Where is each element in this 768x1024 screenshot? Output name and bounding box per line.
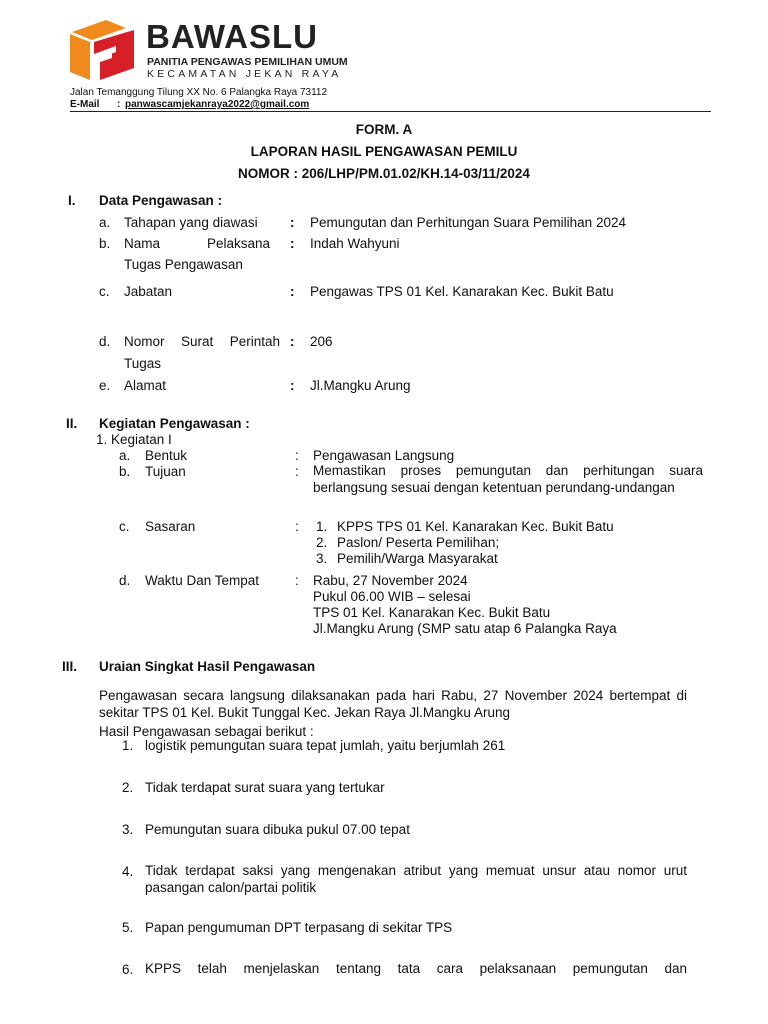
row-colon: :	[295, 448, 299, 463]
section-2-title: Kegiatan Pengawasan :	[99, 416, 250, 431]
list-item: KPPS TPS 01 Kel. Kanarakan Kec. Bukit Batu	[337, 519, 614, 534]
report-number: NOMOR : 206/LHP/PM.01.02/KH.14-03/11/2024	[238, 166, 530, 181]
result-item: Tidak terdapat saksi yang mengenakan atribut yang memuat unsur atau nomor urut pasangan calon/partai politik	[145, 863, 687, 895]
row-label: Sasaran	[145, 519, 196, 534]
schedule-line: Jl.Mangku Arung (SMP satu atap 6 Palangka Raya	[313, 621, 617, 636]
result-item: logistik pemungutan suara tepat jumlah, yaitu berjumlah 261	[145, 738, 506, 753]
row-value: Pemungutan dan Perhitungan Suara Pemilihan 2024	[310, 215, 626, 230]
section-2-number: II.	[66, 416, 78, 431]
row-colon: :	[290, 284, 295, 299]
email-label: E-Mail	[70, 99, 100, 110]
row-letter: e.	[99, 378, 111, 393]
list-number: 1.	[316, 519, 328, 534]
result-number: 4.	[122, 864, 134, 879]
result-number: 1.	[122, 738, 134, 753]
row-label-part: Nomor Surat Perintah	[124, 334, 280, 349]
list-number: 2.	[316, 535, 328, 550]
result-item: Tidak terdapat surat suara yang tertukar	[145, 780, 385, 795]
report-title: LAPORAN HASIL PENGAWASAN PEMILU	[250, 144, 518, 159]
row-colon: :	[295, 519, 299, 534]
logo-wordmark: BAWASLU	[146, 18, 318, 55]
row-value: Jl.Mangku Arung	[310, 378, 411, 393]
row-label-part: Nama	[124, 236, 161, 251]
row-colon: :	[290, 215, 295, 230]
address: Jalan Temanggung Tilung XX No. 6 Palangka Raya 73112	[70, 87, 328, 98]
row-label: Jabatan	[124, 284, 173, 299]
org-line-2: KECAMATAN JEKAN RAYA	[147, 68, 342, 80]
row-value: Memastikan proses pemungutan dan perhitungan suara berlangsung sesuai dengan ketentuan perundang-undangan	[313, 463, 703, 495]
result-item: Pemungutan suara dibuka pukul 07.00 tepat	[145, 822, 410, 837]
row-letter: c.	[119, 519, 130, 534]
bawaslu-logo-icon	[68, 18, 138, 84]
row-label: Tujuan	[145, 464, 186, 479]
row-colon: :	[290, 378, 295, 393]
row-label-part: Tugas Pengawasan	[124, 257, 243, 272]
row-value: Indah Wahyuni	[310, 236, 400, 251]
schedule-line: TPS 01 Kel. Kanarakan Kec. Bukit Batu	[313, 605, 551, 620]
row-label-part: Tugas	[124, 356, 162, 371]
row-value: Pengawas TPS 01 Kel. Kanarakan Kec. Bukit Batu	[310, 284, 614, 299]
result-number: 6.	[122, 962, 134, 977]
summary-paragraph: Pengawasan secara langsung dilaksanakan pada hari Rabu, 27 November 2024 bertempat di sekitar TPS 01 Kel. Bukit Tunggal Kec. Jekan Raya Jl.Mangku Arung	[99, 688, 687, 720]
row-letter: d.	[99, 334, 111, 349]
row-label: Tahapan yang diawasi	[124, 215, 258, 230]
org-line-1: PANITIA PENGAWAS PEMILIHAN UMUM	[147, 56, 348, 68]
results-intro: Hasil Pengawasan sebagai berikut :	[99, 724, 314, 739]
row-letter: b.	[99, 236, 111, 251]
row-letter: b.	[119, 464, 131, 479]
row-label: Bentuk	[145, 448, 188, 463]
result-number: 2.	[122, 780, 134, 795]
result-item: Papan pengumuman DPT terpasang di sekitar TPS	[145, 920, 453, 935]
result-number: 3.	[122, 822, 134, 837]
list-number: 3.	[316, 551, 328, 566]
row-colon: :	[290, 334, 295, 349]
list-item: Paslon/ Peserta Pemilihan;	[337, 535, 500, 550]
schedule-line: Rabu, 27 November 2024	[313, 573, 468, 588]
email-link[interactable]: panwascamjekanraya2022@gmail.com	[125, 99, 310, 110]
row-colon: :	[295, 573, 299, 588]
row-value: Pengawasan Langsung	[313, 448, 455, 463]
row-letter: c.	[99, 284, 110, 299]
schedule-line: Pukul 06.00 WIB – selesai	[313, 589, 471, 604]
form-title: FORM. A	[355, 122, 413, 137]
row-letter: d.	[119, 573, 131, 588]
email-colon: :	[117, 99, 121, 110]
section-1-title: Data Pengawasan :	[99, 193, 223, 208]
row-label-part: Pelaksana	[207, 236, 271, 251]
row-label: Alamat	[124, 378, 167, 393]
result-number: 5.	[122, 920, 134, 935]
activity-heading: 1. Kegiatan I	[96, 432, 172, 447]
section-3-title: Uraian Singkat Hasil Pengawasan	[99, 659, 316, 674]
row-letter: a.	[99, 215, 111, 230]
header-divider	[70, 111, 711, 112]
section-1-number: I.	[68, 193, 76, 208]
row-label: Waktu Dan Tempat	[145, 573, 260, 588]
row-colon: :	[295, 464, 299, 479]
result-item: KPPS telah menjelaskan tentang tata cara pelaksanaan pemungutan dan	[145, 961, 687, 976]
section-3-number: III.	[62, 659, 78, 674]
row-letter: a.	[119, 448, 131, 463]
list-item: Pemilih/Warga Masyarakat	[337, 551, 498, 566]
row-value: 206	[310, 334, 333, 349]
row-colon: :	[290, 236, 295, 251]
